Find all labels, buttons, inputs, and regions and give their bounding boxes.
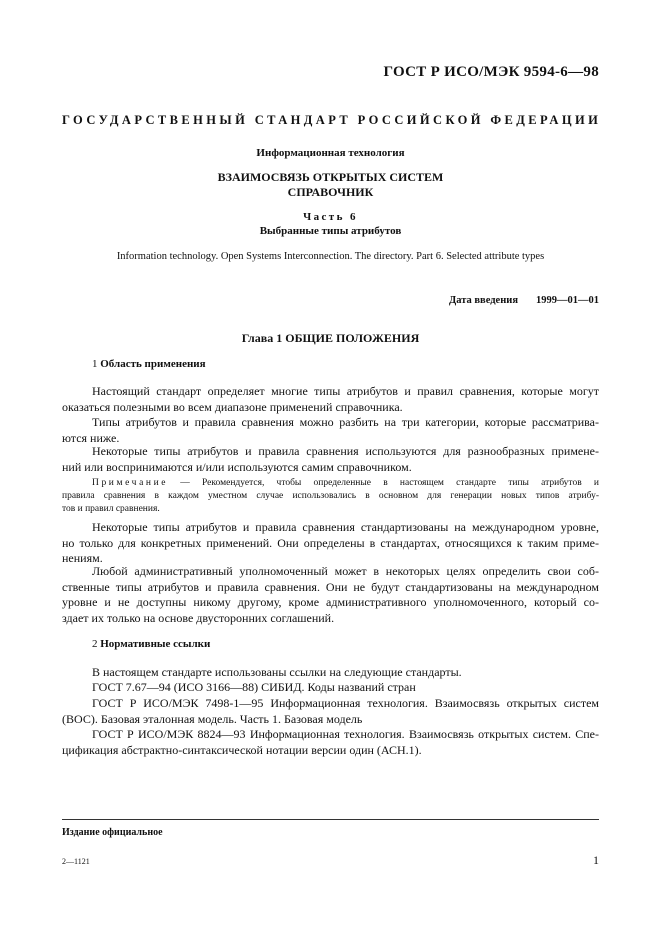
section-1-paragraph-2 [62, 415, 599, 446]
part-title: Выбранные типы атрибутов [259, 225, 402, 237]
section-1-heading [92, 358, 206, 370]
introduction-date-label: Дата введения [449, 295, 518, 306]
section-1-paragraph-4 [62, 520, 599, 567]
note-line: тов и правил сравнения. [62, 504, 160, 514]
section-1-paragraph-3 [62, 444, 599, 475]
introduction-date [449, 295, 599, 306]
introduction-date-value: 1999—01—01 [536, 295, 599, 306]
reference-gost-7498-1 [62, 696, 599, 727]
official-edition-label: Издание официальное [62, 827, 163, 838]
text-line: Настоящий стандарт определяет многие типы атрибутов и правил сравнения, которые могут [92, 384, 599, 398]
text-line: ГОСТ 7.67—94 (ИСО 3166—88) СИБИД. Коды названий стран [92, 680, 416, 694]
chapter-title: Глава 1 ОБЩИЕ ПОЛОЖЕНИЯ [241, 331, 420, 345]
page-number: 1 [593, 853, 599, 867]
text-line: но только для конкретных применений. Они определены в стандартах, относящихся к таким приме- [62, 535, 599, 550]
section-1-paragraph-1 [62, 384, 599, 415]
text-line: ются ниже. [62, 430, 120, 445]
text-line: Типы атрибутов и правила сравнения можно разбить на три категории, которые рассматрива- [92, 415, 599, 429]
section-1-number: 1 [92, 358, 98, 370]
main-title-line-2: СПРАВОЧНИК [287, 185, 374, 199]
note-line [62, 477, 599, 490]
reference-gost-8824 [62, 727, 599, 758]
section-1-paragraph-5 [62, 564, 599, 626]
text-line: Некоторые типы атрибутов и правила сравнения стандартизованы на международном уровне, [92, 520, 599, 534]
section-1-title: Область применения [100, 358, 206, 370]
text-line: цификация абстрактно-синтаксической нотации версии один (АСН.1). [62, 742, 422, 757]
subject-title: Информационная технология [256, 147, 405, 159]
part-label: Часть 6 [303, 211, 358, 223]
text-line: ГОСТ Р ИСО/МЭК 8824—93 Информационная технология. Взаимосвязь открытых систем. Спе- [92, 727, 599, 741]
main-title-line-1: ВЗАИМОСВЯЗЬ ОТКРЫТЫХ СИСТЕМ [217, 170, 444, 184]
text-line: (ВОС). Базовая эталонная модель. Часть 1. Базовая модель [62, 711, 363, 726]
reference-gost-7-67 [62, 680, 599, 696]
text-line: Некоторые типы атрибутов и правила сравнения используются для разнообразных примене- [92, 444, 599, 458]
text-line: Любой административный уполномоченный может в некоторых целях определить свои соб- [92, 564, 599, 578]
note-line: правила сравнения в каждом уместном случае использовались в основном для генерации новых типов атрибу- [62, 491, 599, 501]
section-2-title: Нормативные ссылки [100, 638, 211, 650]
text-line: уровне и не доступны никому другому, кроме административного уполномоченного, который со- [62, 595, 599, 609]
footer-divider [62, 819, 599, 820]
text-line: ственные типы атрибутов и правила сравнения. Они не будут стандартизованы на международном [62, 579, 599, 594]
note-text: — Рекомендуется, чтобы определенные в настоящем стандарте типы атрибутов и [168, 478, 599, 488]
text-line: оказаться полезными во всем диапазоне применений справочника. [62, 399, 403, 414]
text-line: ний или воспринимаются и/или используются самим справочником. [62, 459, 412, 474]
section-2-heading [92, 638, 210, 650]
document-code: ГОСТ Р ИСО/МЭК 9594-6—98 [383, 64, 599, 80]
section-2-intro [62, 665, 599, 681]
text-line: В настоящем стандарте использованы ссылки на следующие стандарты. [92, 665, 462, 679]
english-title: Information technology. Open Systems Interconnection. The directory. Part 6. Selected attribute types [116, 251, 545, 262]
note-label: Примечание [92, 478, 169, 488]
text-line: ГОСТ Р ИСО/МЭК 7498-1—95 Информационная технология. Взаимосвязь открытых систем [92, 696, 599, 710]
section-2-number: 2 [92, 638, 98, 650]
print-code: 2—1121 [62, 857, 90, 866]
text-line: нениям. [62, 551, 103, 565]
state-standard-heading: ГОСУДАРСТВЕННЫЙ СТАНДАРТ РОССИЙСКОЙ ФЕДЕРАЦИИ [62, 113, 602, 127]
section-1-note [62, 477, 599, 516]
text-line: здает их только на основе двусторонних соглашений. [62, 610, 335, 625]
